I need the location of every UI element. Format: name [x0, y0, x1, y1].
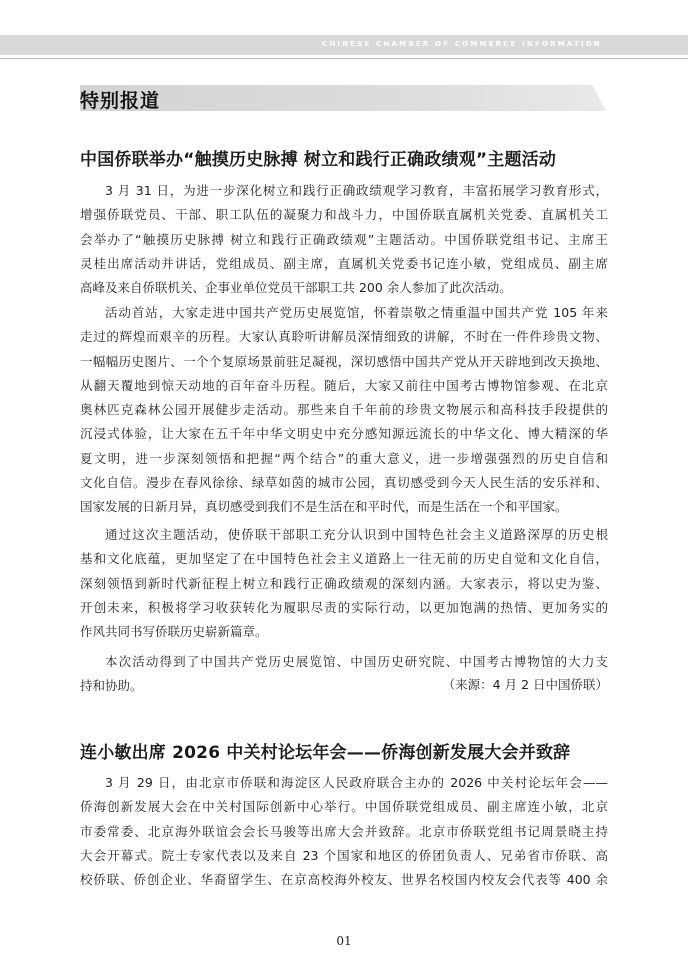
- article-source: （来源：4 月 2 日中国侨联）: [442, 677, 608, 692]
- text-line: 本次活动得到了中国共产党历史展览馆、中国历史研究院、中国考古博物馆的大力支: [105, 654, 608, 669]
- text-line: 开创未来，积极将学习收获转化为履职尽责的实际行动，以更加饱满的热情、更加务实的: [80, 599, 608, 615]
- page-number: 01: [336, 934, 352, 948]
- header-divider: [0, 58, 688, 59]
- article-paragraph: [80, 771, 608, 892]
- text-line: 夏文明，进一步深刻领悟和把握“两个结合”的重大意义，进一步增强强烈的历史自信和: [80, 450, 608, 466]
- text-line: 通过这次主题活动，使侨联干部职工充分认识到中国特色社会主义道路深厚的历史根: [105, 527, 608, 542]
- text-line: 文化自信。漫步在春风徐徐、绿草如茵的城市公园，真切感受到今天人民生活的安乐祥和、: [80, 475, 608, 491]
- text-line: 沉浸式体验，让大家在五千年中华文明史中充分感知源远流长的中华文化、博大精深的华: [80, 426, 608, 442]
- text-line: 市委常委、北京海外联谊会会长马骏等出席大会并致辞。北京市侨联党组书记周景晓主持: [80, 823, 608, 839]
- text-line: 增强侨联党员、干部、职工队伍的凝聚力和战斗力，中国侨联直属机关党委、直属机关工: [80, 207, 608, 223]
- text-line: 深刻领悟到新时代新征程上树立和践行正确政绩观的深刻内涵。大家表示，将以史为鉴、: [80, 575, 608, 591]
- text-line: 校侨联、侨创企业、华裔留学生、在京高校海外校友、世界名校国内校友会代表等 400 余: [80, 872, 608, 888]
- text-line: 活动首站，大家走进中国共产党历史展览馆，怀着崇敬之情重温中国共产党 105 年来: [105, 305, 608, 320]
- text-line: 走过的辉煌而艰辛的历程。大家认真聆听讲解员深情细致的讲解，不时在一件件珍贵文物、: [80, 329, 608, 345]
- article-title: 连小敏出席 2026 中关村论坛年会——侨海创新发展大会并致辞: [80, 743, 571, 763]
- banner-text: CHINESE CHAMBER OF COMMERCE INFORMATION: [322, 40, 602, 48]
- article-paragraph: [80, 179, 608, 300]
- text-line: 从翻天覆地到惊天动地的百年奋斗历程。随后，大家又前往中国考古博物馆参观、在北京: [80, 377, 608, 393]
- article-paragraph: [80, 523, 608, 644]
- text-line: 作风共同书写侨联历史崭新篇章。: [80, 624, 268, 640]
- text-line: 奥林匹克森林公园开展健步走活动。那些来自千年前的珍贵文物展示和高科技手段提供的: [80, 402, 608, 418]
- text-line: 持和协助。: [80, 678, 143, 694]
- section-label: 特别报道: [80, 90, 161, 112]
- text-line: 侨海创新发展大会在中关村国际创新中心举行。中国侨联党组成员、副主席连小敏，北京: [80, 799, 608, 815]
- article-title: 中国侨联举办“触摸历史脉搏 树立和践行正确政绩观”主题活动: [80, 150, 557, 170]
- text-line: 高峰及来自侨联机关、企事业单位党员干部职工共 200 余人参加了此次活动。: [80, 280, 512, 296]
- text-line: 会举办了“触摸历史脉搏 树立和践行正确政绩观”主题活动。中国侨联党组书记、主席王: [80, 231, 608, 247]
- text-line: 基和文化底蕴，更加坚定了在中国特色社会主义道路上一往无前的历史自觉和文化自信，: [80, 551, 608, 567]
- header-banner: [0, 35, 688, 55]
- text-line: 灵桂出席活动并讲话，党组成员、副主席，直属机关党委书记连小敏，党组成员、副主席: [80, 255, 608, 271]
- text-line: 国家发展的日新月异，真切感受到我们不是生活在和平时代，而是生活在一个和平国家。: [80, 499, 568, 515]
- article-paragraph: [80, 301, 608, 520]
- text-line: 3 月 31 日，为进一步深化树立和践行正确政绩观学习教育，丰富拓展学习教育形式，: [105, 183, 608, 198]
- text-line: 一幅幅历史图片、一个个复原场景前驻足凝视，深切感悟中国共产党从开天辟地到改天换地、: [80, 353, 608, 369]
- text-line: 3 月 29 日，由北京市侨联和海淀区人民政府联合主办的 2026 中关村论坛年会——: [105, 775, 608, 790]
- text-line: 大会开幕式。院士专家代表以及来自 23 个国家和地区的侨团负责人、兄弟省市侨联、高: [80, 847, 608, 863]
